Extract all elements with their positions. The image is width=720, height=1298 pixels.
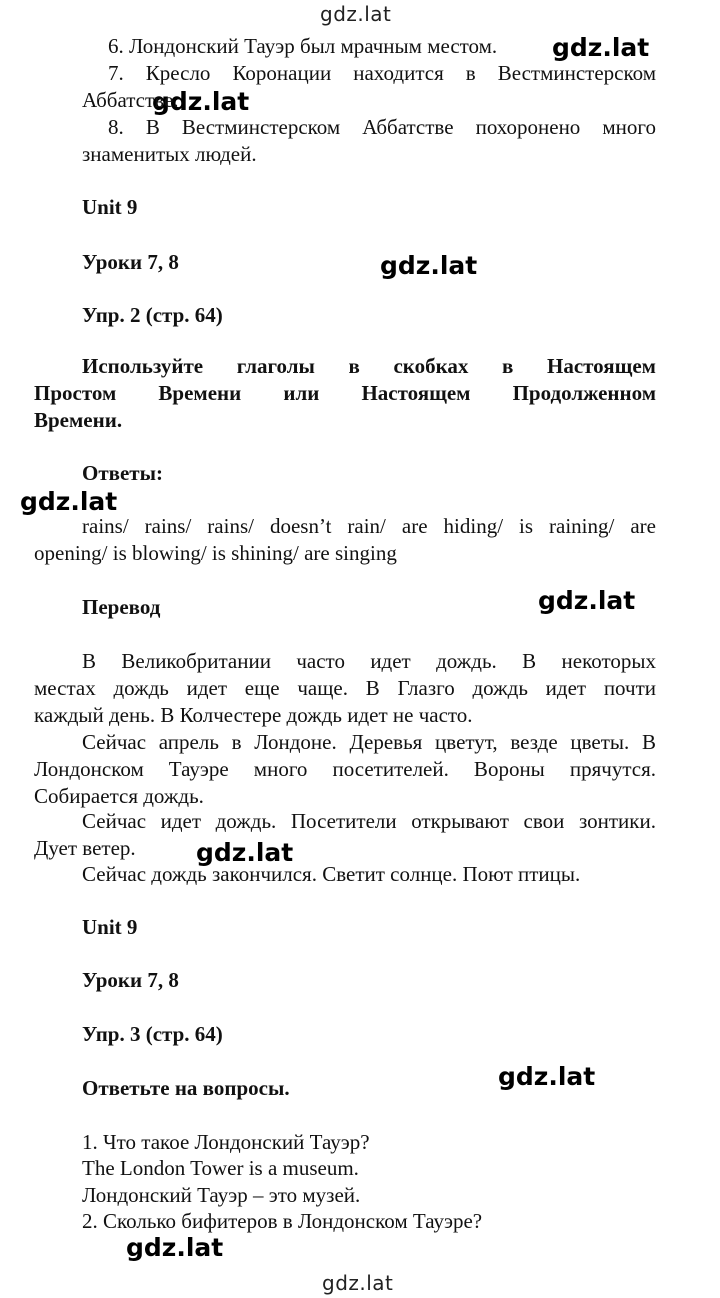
- watermark-bottom: gdz.lat: [322, 1271, 394, 1295]
- watermark-stamp: gdz.lat: [538, 586, 636, 615]
- line: В Великобритании часто идет дождь. В некоторых: [82, 649, 656, 673]
- watermark-stamp: gdz.lat: [20, 487, 118, 516]
- watermark-stamp: gdz.lat: [126, 1233, 224, 1262]
- line: Лондонском Тауэре много посетителей. Вороны прячутся.: [34, 757, 656, 781]
- line: opening/ is blowing/ is shining/ are singing: [34, 541, 397, 565]
- line: Времени.: [34, 408, 123, 432]
- paragraph: [34, 729, 656, 810]
- watermark-stamp: gdz.lat: [498, 1062, 596, 1091]
- paragraph: [34, 648, 656, 729]
- line: Аббатстве.: [82, 88, 179, 112]
- lessons-heading: Уроки 7, 8: [82, 968, 179, 992]
- answer-english: The London Tower is a museum.: [82, 1156, 359, 1180]
- unit-heading: Unit 9: [82, 915, 138, 939]
- answers-label: Ответы:: [82, 461, 164, 485]
- list-item: [82, 60, 656, 114]
- line: каждый день. В Колчестере дождь идет не часто.: [34, 703, 473, 727]
- paragraph: Сейчас дождь закончился. Светит солнце. Поют птицы.: [82, 862, 581, 886]
- line: знаменитых людей.: [82, 142, 257, 166]
- list-item: [82, 114, 656, 168]
- watermark-stamp: gdz.lat: [196, 838, 294, 867]
- line: Собирается дождь.: [34, 784, 204, 808]
- line: Сейчас апрель в Лондоне. Деревья цветут, везде цветы. В: [82, 730, 656, 754]
- watermark-stamp: gdz.lat: [380, 251, 478, 280]
- line: Дует ветер.: [34, 836, 136, 860]
- answers-text: [34, 513, 656, 567]
- line: Простом Времени или Настоящем Продолженном: [34, 381, 656, 405]
- line: 7. Кресло Коронации находится в Вестминстерском: [108, 61, 656, 85]
- question: 1. Что такое Лондонский Тауэр?: [82, 1130, 370, 1154]
- list-item: 6. Лондонский Тауэр был мрачным местом.: [108, 34, 498, 58]
- line: 8. В Вестминстерском Аббатстве похоронено много: [108, 115, 656, 139]
- watermark-stamp: gdz.lat: [552, 33, 650, 62]
- exercise-heading: Упр. 2 (стр. 64): [82, 303, 223, 327]
- answer-russian: Лондонский Тауэр – это музей.: [82, 1183, 361, 1207]
- line: Используйте глаголы в скобках в Настоящем: [82, 354, 656, 378]
- task-text: [34, 353, 656, 434]
- translation-label: Перевод: [82, 595, 161, 619]
- unit-heading: Unit 9: [82, 195, 138, 219]
- line: rains/ rains/ rains/ doesn’t rain/ are hiding/ is raining/ are: [82, 514, 656, 538]
- exercise-heading: Упр. 3 (стр. 64): [82, 1022, 223, 1046]
- line: Сейчас идет дождь. Посетители открывают свои зонтики.: [82, 809, 656, 833]
- paragraph: [34, 808, 656, 862]
- question: 2. Сколько бифитеров в Лондонском Тауэре?: [82, 1209, 483, 1233]
- watermark-top: gdz.lat: [320, 2, 392, 26]
- lessons-heading: Уроки 7, 8: [82, 250, 179, 274]
- task-text: Ответьте на вопросы.: [82, 1076, 290, 1100]
- line: местах дождь идет еще чаще. В Глазго дождь идет почти: [34, 676, 656, 700]
- watermark-stamp: gdz.lat: [152, 87, 250, 116]
